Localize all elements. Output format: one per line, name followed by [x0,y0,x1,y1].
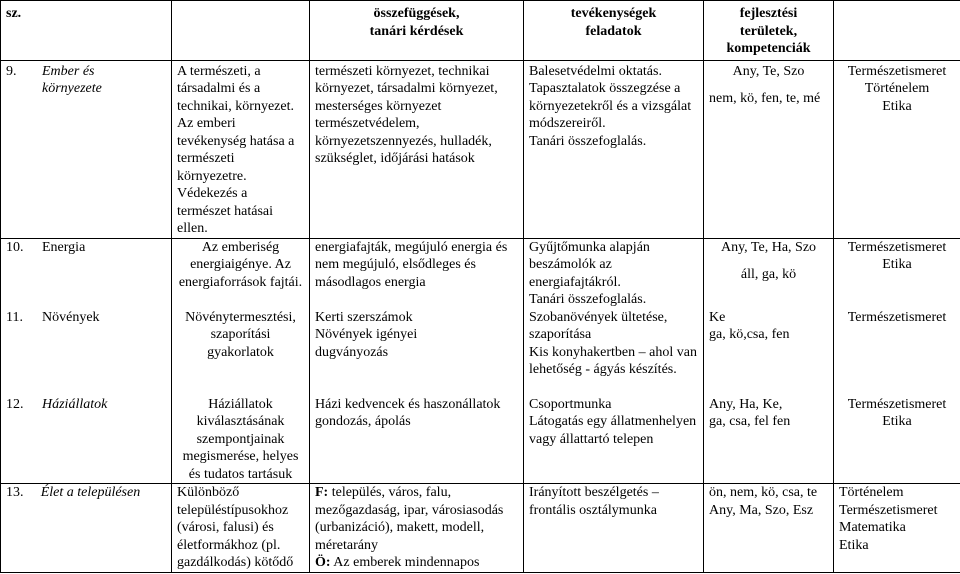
table-row [1,60,960,238]
relations-cell [310,60,524,238]
activity-item: Szobanövények ültetése, szaporítása [529,309,668,342]
header-col-activities [524,1,704,61]
row-goal: Különböző településtípusokhoz (városi, falusi) és életformákhoz (pl. gazdálkodás) kötődő [177,485,294,570]
goal-cell [172,60,310,238]
activity-item: Irányított beszélgetés – frontális osztálymunka [529,485,659,518]
header-relations-line1: összefüggések, [373,6,460,21]
competence-cell [704,396,834,484]
row-goal: A természeti, a társadalmi és a technikai, környezet. Az emberi tevékenység hatása a természeti környezetre. Védekezés a természet hatásai ellen. [177,63,295,236]
relation-item: Növények igényei [315,327,418,342]
row-topic: Növények [42,309,100,325]
subject-item: Etika [882,98,912,114]
relations-o-line [315,554,518,572]
competence-item: Any, Te, Szo [732,63,805,79]
competence-cell [704,309,834,396]
subjects-cell [834,484,960,573]
competence-cell [704,60,834,238]
subjects-cell [834,60,960,238]
goal-cell [172,309,310,396]
header-col-goal [172,1,310,61]
row-relations: Házi kedvencek és haszonállatok gondozás, ápolás [315,396,501,429]
relation-item: dugványozás [315,344,389,360]
activities-cell [524,60,704,238]
header-col-relations [310,1,524,61]
activity-item: Gyűjtőmunka alapján beszámolók az energiafajtákról. [529,239,650,290]
header-row [1,1,960,61]
table-row [1,396,960,484]
relations-o-text: Az emberek mindennapos [330,555,480,570]
topic-cell [1,238,172,309]
competence-item: Any, Te, Ha, Szo [720,239,817,255]
row-goal: Az emberiség energiaigénye. Az energiaforrások fajtái. [178,239,303,290]
activities-cell [524,484,704,573]
activity-item: Tanári összefoglalás. [529,292,647,307]
subject-item: Etika [882,257,912,272]
row-goal: Növénytermesztési, szaporítási gyakorlatok [185,309,296,360]
row-number: 11. [6,309,23,325]
activities-cell [524,238,704,309]
subject-item: Természetismeret [847,396,947,412]
table-row [1,309,960,396]
relations-f-label: F: [315,485,329,500]
topic-cell [1,60,172,238]
header-relations-line2: tanári kérdések [369,23,464,39]
activity-item: Tanári összefoglalás. [529,133,647,149]
relations-cell [310,484,524,573]
relations-cell [310,238,524,309]
header-competence-line1: fejlesztési [739,6,798,21]
activity-item: Kis konyhakertben – ahol van lehetőség - ágyás készítés. [529,344,697,377]
competence-item: Ke [709,309,726,325]
competence-item: áll, ga, kö [740,267,797,282]
subjects-cell [834,396,960,484]
header-competence-line2: területek, [739,23,798,39]
relations-cell [310,309,524,396]
activities-cell [524,396,704,484]
subject-item: Természetismeret [847,239,947,255]
relations-o-label: Ö: [315,555,331,570]
activity-item: Csoportmunka [529,396,612,412]
subject-item: Etika [882,414,912,429]
subjects-cell [834,309,960,396]
row-relations: energiafajták, megújuló energia és nem megújuló, elsődleges és másodlagos energia [315,239,508,290]
activity-item: Tapasztalatok összegzése a környezetekről és a vizsgálat módszereiről. [529,81,692,131]
goal-cell [172,238,310,309]
relations-cell [310,396,524,484]
header-activities-line1: tevékenységek [570,6,657,21]
row-number: 13. [6,485,24,500]
subject-item: Etika [839,537,869,553]
competence-cell [704,484,834,573]
row-number: 10. [6,239,24,255]
activity-item: Látogatás egy állatmenhelyen vagy állattartó telepen [529,414,697,447]
goal-cell [172,484,310,573]
subject-item: Történelem [864,81,930,96]
row-topic: Élet a településen [40,485,141,500]
row-topic: Ember és környezete [42,63,102,96]
relation-item: Kerti szerszámok [315,309,413,325]
competence-cell [704,238,834,309]
subject-item: Történelem [839,485,904,500]
competence-item: nem, kö, fen, te, mé [709,91,821,106]
activity-item: Balesetvédelmi oktatás. [529,63,662,79]
competence-item: ön, nem, kö, csa, te [709,485,818,500]
subject-item: Természetismeret [839,502,938,518]
subject-item: Matematika [839,520,906,535]
subjects-cell [834,238,960,309]
row-topic: Háziállatok [42,396,108,412]
relations-f-text: település, város, falu, mezőgazdaság, ipar, városiasodás (urbanizáció), makett, modell, méretarány [315,485,504,553]
topic-cell [1,309,172,396]
competence-item: Any, Ha, Ke, [709,396,783,412]
header-col-number: sz. [1,1,172,61]
table-row [1,238,960,309]
competence-item: ga, kö,csa, fen [709,327,790,342]
competence-item: Any, Ma, Szo, Esz [709,502,814,518]
header-activities-line2: feladatok [585,23,642,39]
topic-cell [1,484,172,573]
row-number: 12. [6,396,24,412]
table-row [1,484,960,573]
subject-item: Természetismeret [847,63,947,79]
goal-cell [172,396,310,484]
row-goal: Háziállatok kiválasztásának szempontjainak megismerése, helyes és tudatos tartásuk [182,396,299,482]
header-competence-line3: kompetenciák [726,41,811,56]
competence-item: ga, csa, fel fen [709,414,791,429]
row-topic: Energia [42,239,86,255]
topic-cell [1,396,172,484]
row-relations: természeti környezet, technikai környezet, társadalmi környezet, mesterséges környezet természetvédelem, környezetszennyezés, hulladék, szükséglet, időjárási hatások [315,63,498,166]
subject-item: Természetismeret [847,309,947,325]
row-number: 9. [6,63,17,79]
header-col-competence [704,1,834,61]
activities-cell [524,309,704,396]
header-col-subjects [834,1,960,61]
